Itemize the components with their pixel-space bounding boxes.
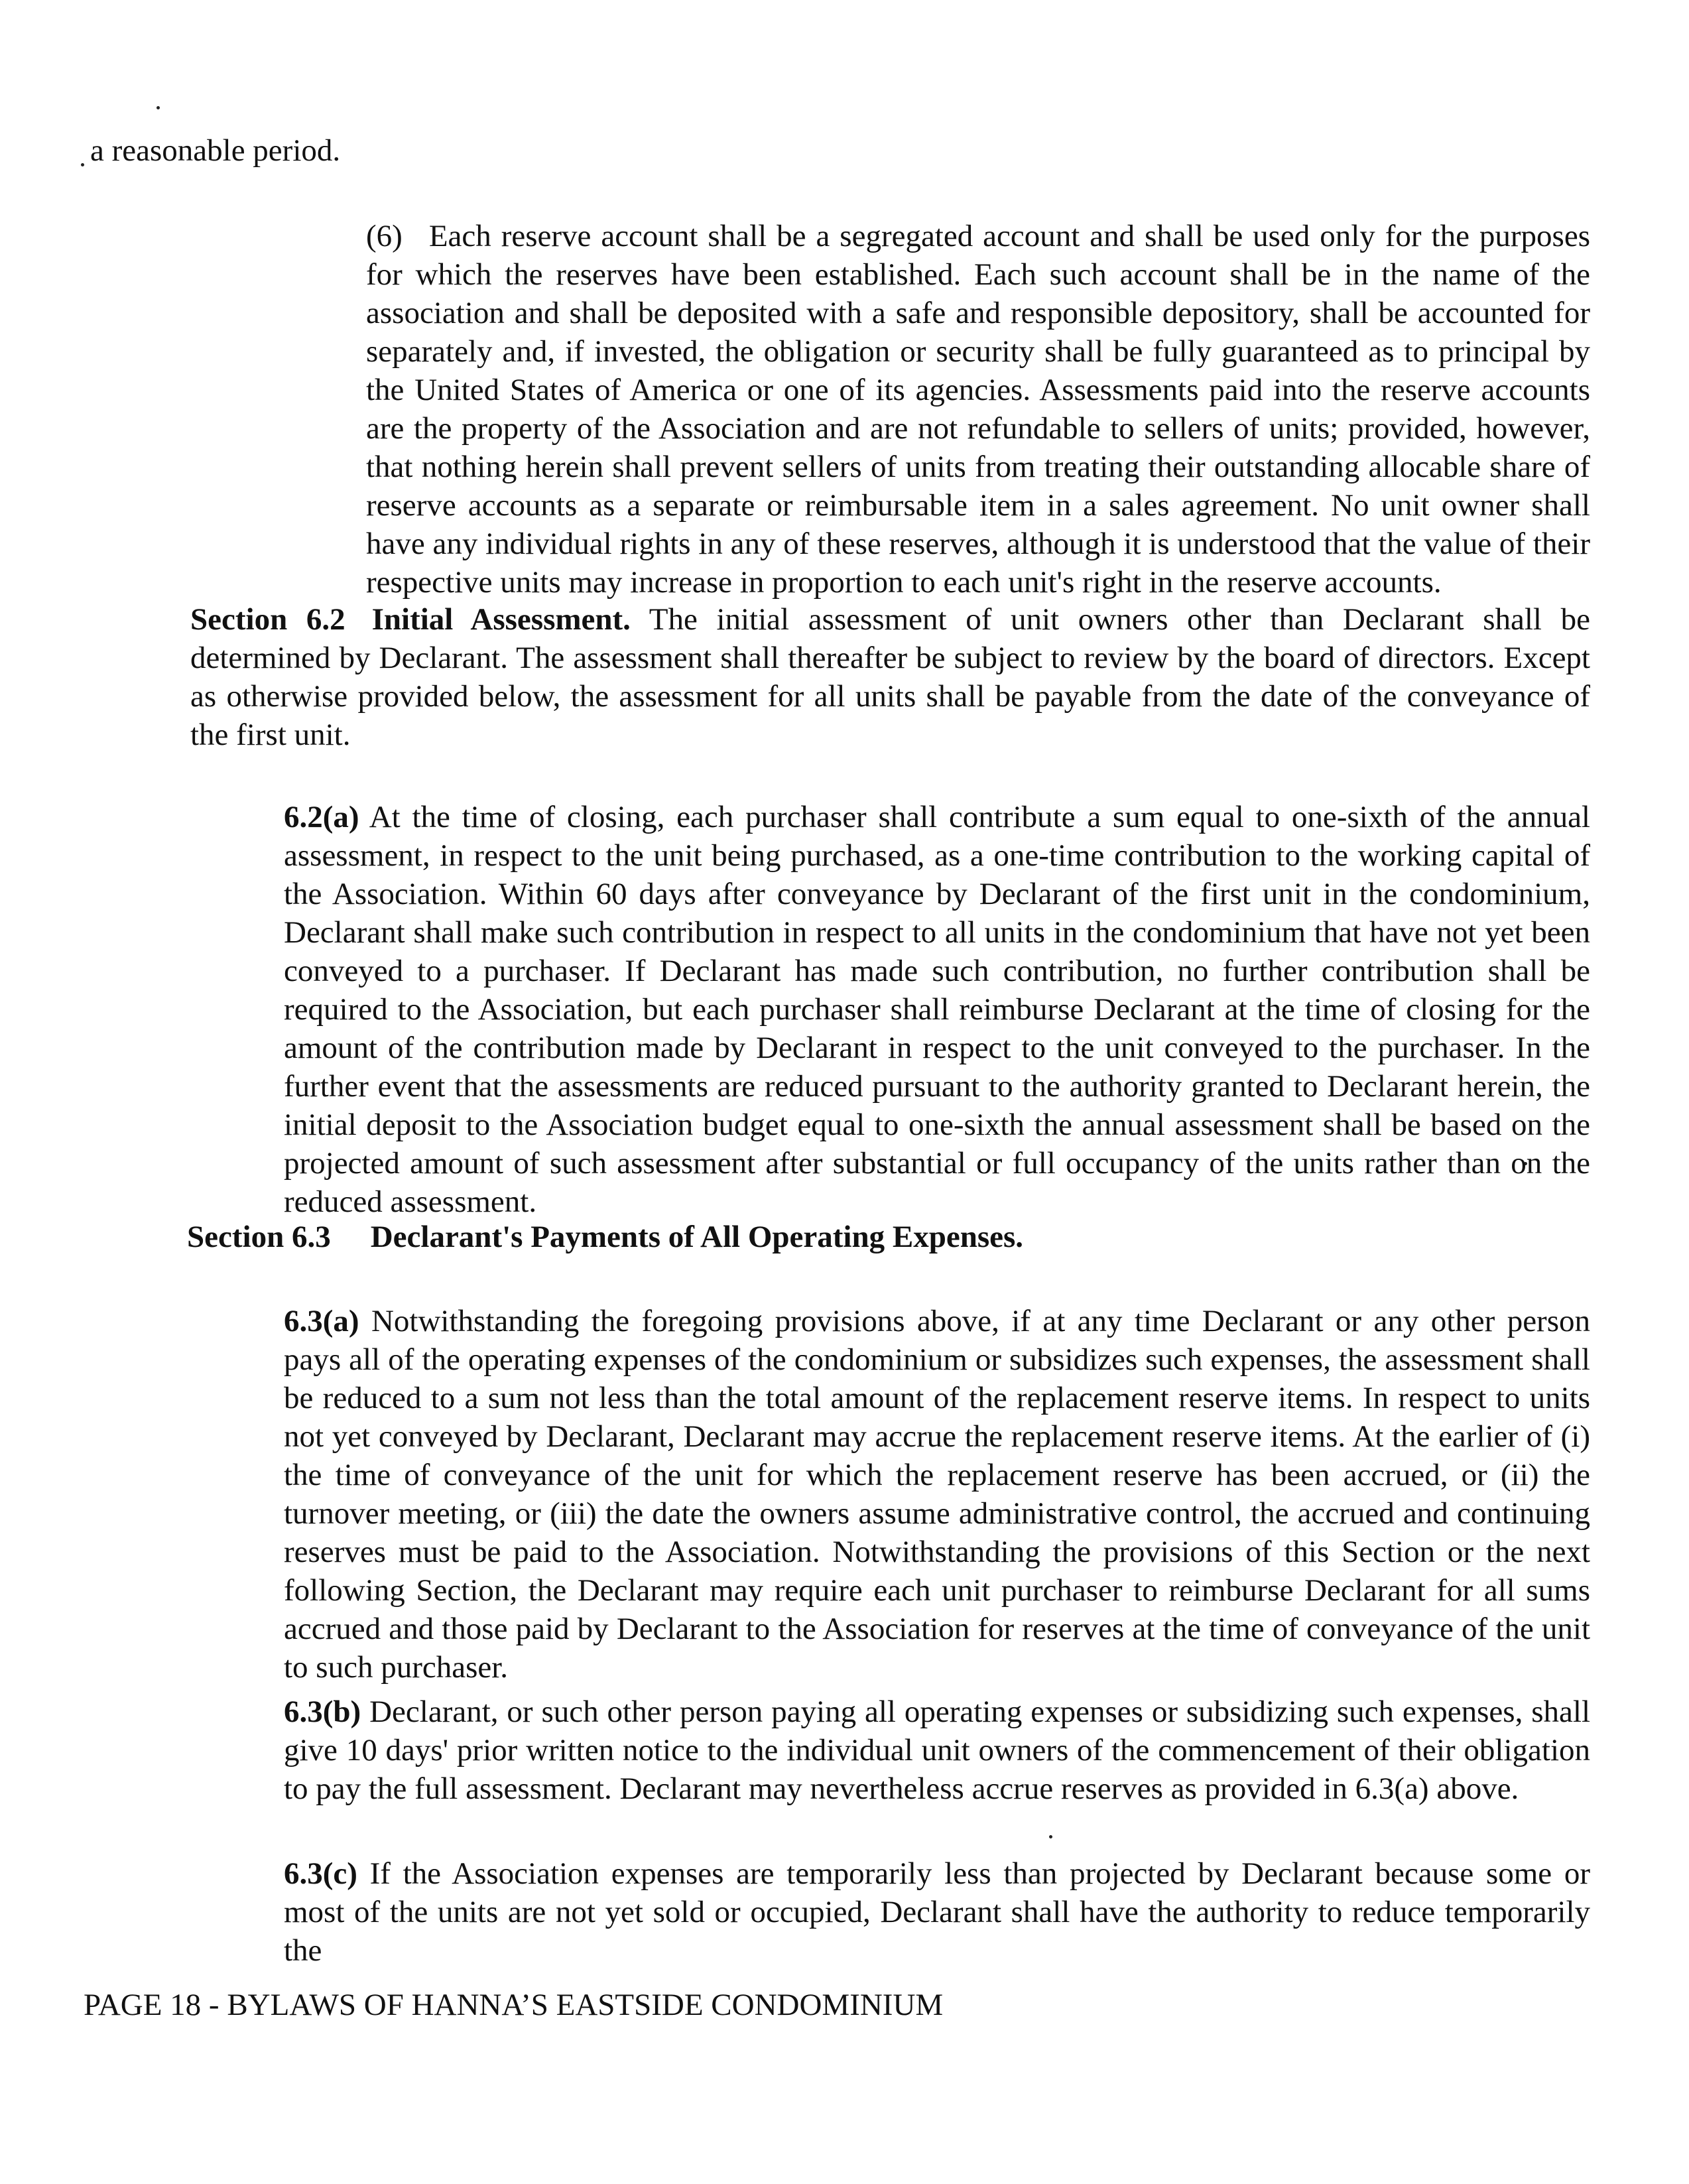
subsection-label: 6.3(a) xyxy=(284,1304,359,1338)
scan-speck xyxy=(81,163,84,166)
subsection-6-2a xyxy=(90,798,1590,1221)
subsection-text: Notwithstanding the foregoing provisions above, if at any time Declarant or any other person pays all of the operating expenses of the condominium or subsidizes such expenses, the assessment shall be reduced to a sum not less than the total amount of the replacement reserve items. In respect to units not yet conveyed by Declarant, Declarant may accrue the replacement reserve items. At the earlier of (i) the time of conveyance of the unit for which the replacement reserve has been accrued, or (ii) the turnover meeting, or (iii) the date the owners assume administrative control, the accrued and continuing reserves must be paid to the Association. Notwithstanding the provisions of this Section or the next following Section, the Declarant may require each unit purchaser to reimburse Declarant for all sums accrued and those paid by Declarant to the Association for reserves at the time of conveyance of the unit to such purchaser. xyxy=(284,1304,1590,1685)
scan-speck xyxy=(1049,1835,1052,1838)
paragraph-6 xyxy=(90,217,1590,602)
paragraph-continuation xyxy=(90,131,1590,170)
subsection-label: 6.2(a) xyxy=(284,800,359,834)
scan-speck xyxy=(156,106,160,109)
section-title: Declarant's Payments of All Operating Expenses. xyxy=(370,1220,1024,1254)
subsection-text: Declarant, or such other person paying all operating expenses or subsidizing such expenses, shall give 10 days' prior written notice to the individual unit owners of the commencement of their obligation to pay the full assessment. Declarant may nevertheless accrue reserves as provided in 6.3(a) above. xyxy=(284,1695,1591,1806)
subsection-label: 6.3(c) xyxy=(284,1856,357,1891)
subsection-6-3c xyxy=(90,1854,1590,1970)
section-text: The initial assessment of unit owners other than Declarant shall be determined by Declarant. The assessment shall thereafter be subject to review by the board of directors. Except as otherwise provided below, the assessment for all units shall be payable from the date of the conveyance of the first unit. xyxy=(190,602,1590,752)
subsection-label: 6.3(b) xyxy=(284,1695,361,1729)
section-6-2 xyxy=(90,600,1590,754)
subsection-text: At the time of closing, each purchaser shall contribute a sum equal to one-sixth of the annual assessment, in respect to the unit being purchased, as a one-time contribution to the working capital of the Association. Within 60 days after conveyance by Declarant of the first unit in the condominium, Declarant shall make such contribution in respect to all units in the condominium that have not yet been conveyed to a purchaser. If Declarant has made such contribution, no further contribution shall be required to the Association, but each purchaser shall reimburse Declarant at the time of closing for the amount of the contribution made by Declarant in respect to the unit conveyed to the purchaser. In the further event that the assessments are reduced pursuant to the authority granted to Declarant herein, the initial deposit to the Association budget equal to one-sixth the annual assessment shall be based on the projected amount of such assessment after substantial or full occupancy of the units rather than on the reduced assessment. xyxy=(284,800,1590,1219)
paragraph-number: (6) xyxy=(366,219,403,253)
section-6-3-heading xyxy=(90,1218,1687,1256)
subsection-text: If the Association expenses are temporarily less than projected by Declarant because some or most of the units are not yet sold or occupied, Declarant shall have the authority to reduce temporarily the xyxy=(284,1856,1591,1968)
page-footer: PAGE 18 - BYLAWS OF HANNA’S EASTSIDE CONDOMINIUM xyxy=(84,1988,944,2022)
subsection-6-3a xyxy=(90,1302,1590,1687)
section-label: Section 6.2 xyxy=(190,602,345,637)
subsection-6-3b xyxy=(90,1693,1590,1808)
section-label: Section 6.3 xyxy=(187,1220,331,1254)
section-title: Initial Assessment. xyxy=(371,602,631,637)
paragraph-text: a reasonable period. xyxy=(90,133,341,168)
paragraph-text: Each reserve account shall be a segregated account and shall be used only for the purposes for which the reserves have been established. Each such account shall be in the name of the association and shall be deposited with a safe and responsible depository, shall be accounted for separately and, if invested, the obligation or security shall be fully guaranteed as to principal by the United States of America or one of its agencies. Assessments paid into the reserve accounts are the property of the Association and are not refundable to sellers of units; provided, however, that nothing herein shall prevent sellers of units from treating their outstanding allocable share of reserve accounts as a separate or reimbursable item in a sales agreement. No unit owner shall have any individual rights in any of these reserves, although it is understood that the value of their respective units may increase in proportion to each unit's right in the reserve accounts. xyxy=(366,219,1590,600)
